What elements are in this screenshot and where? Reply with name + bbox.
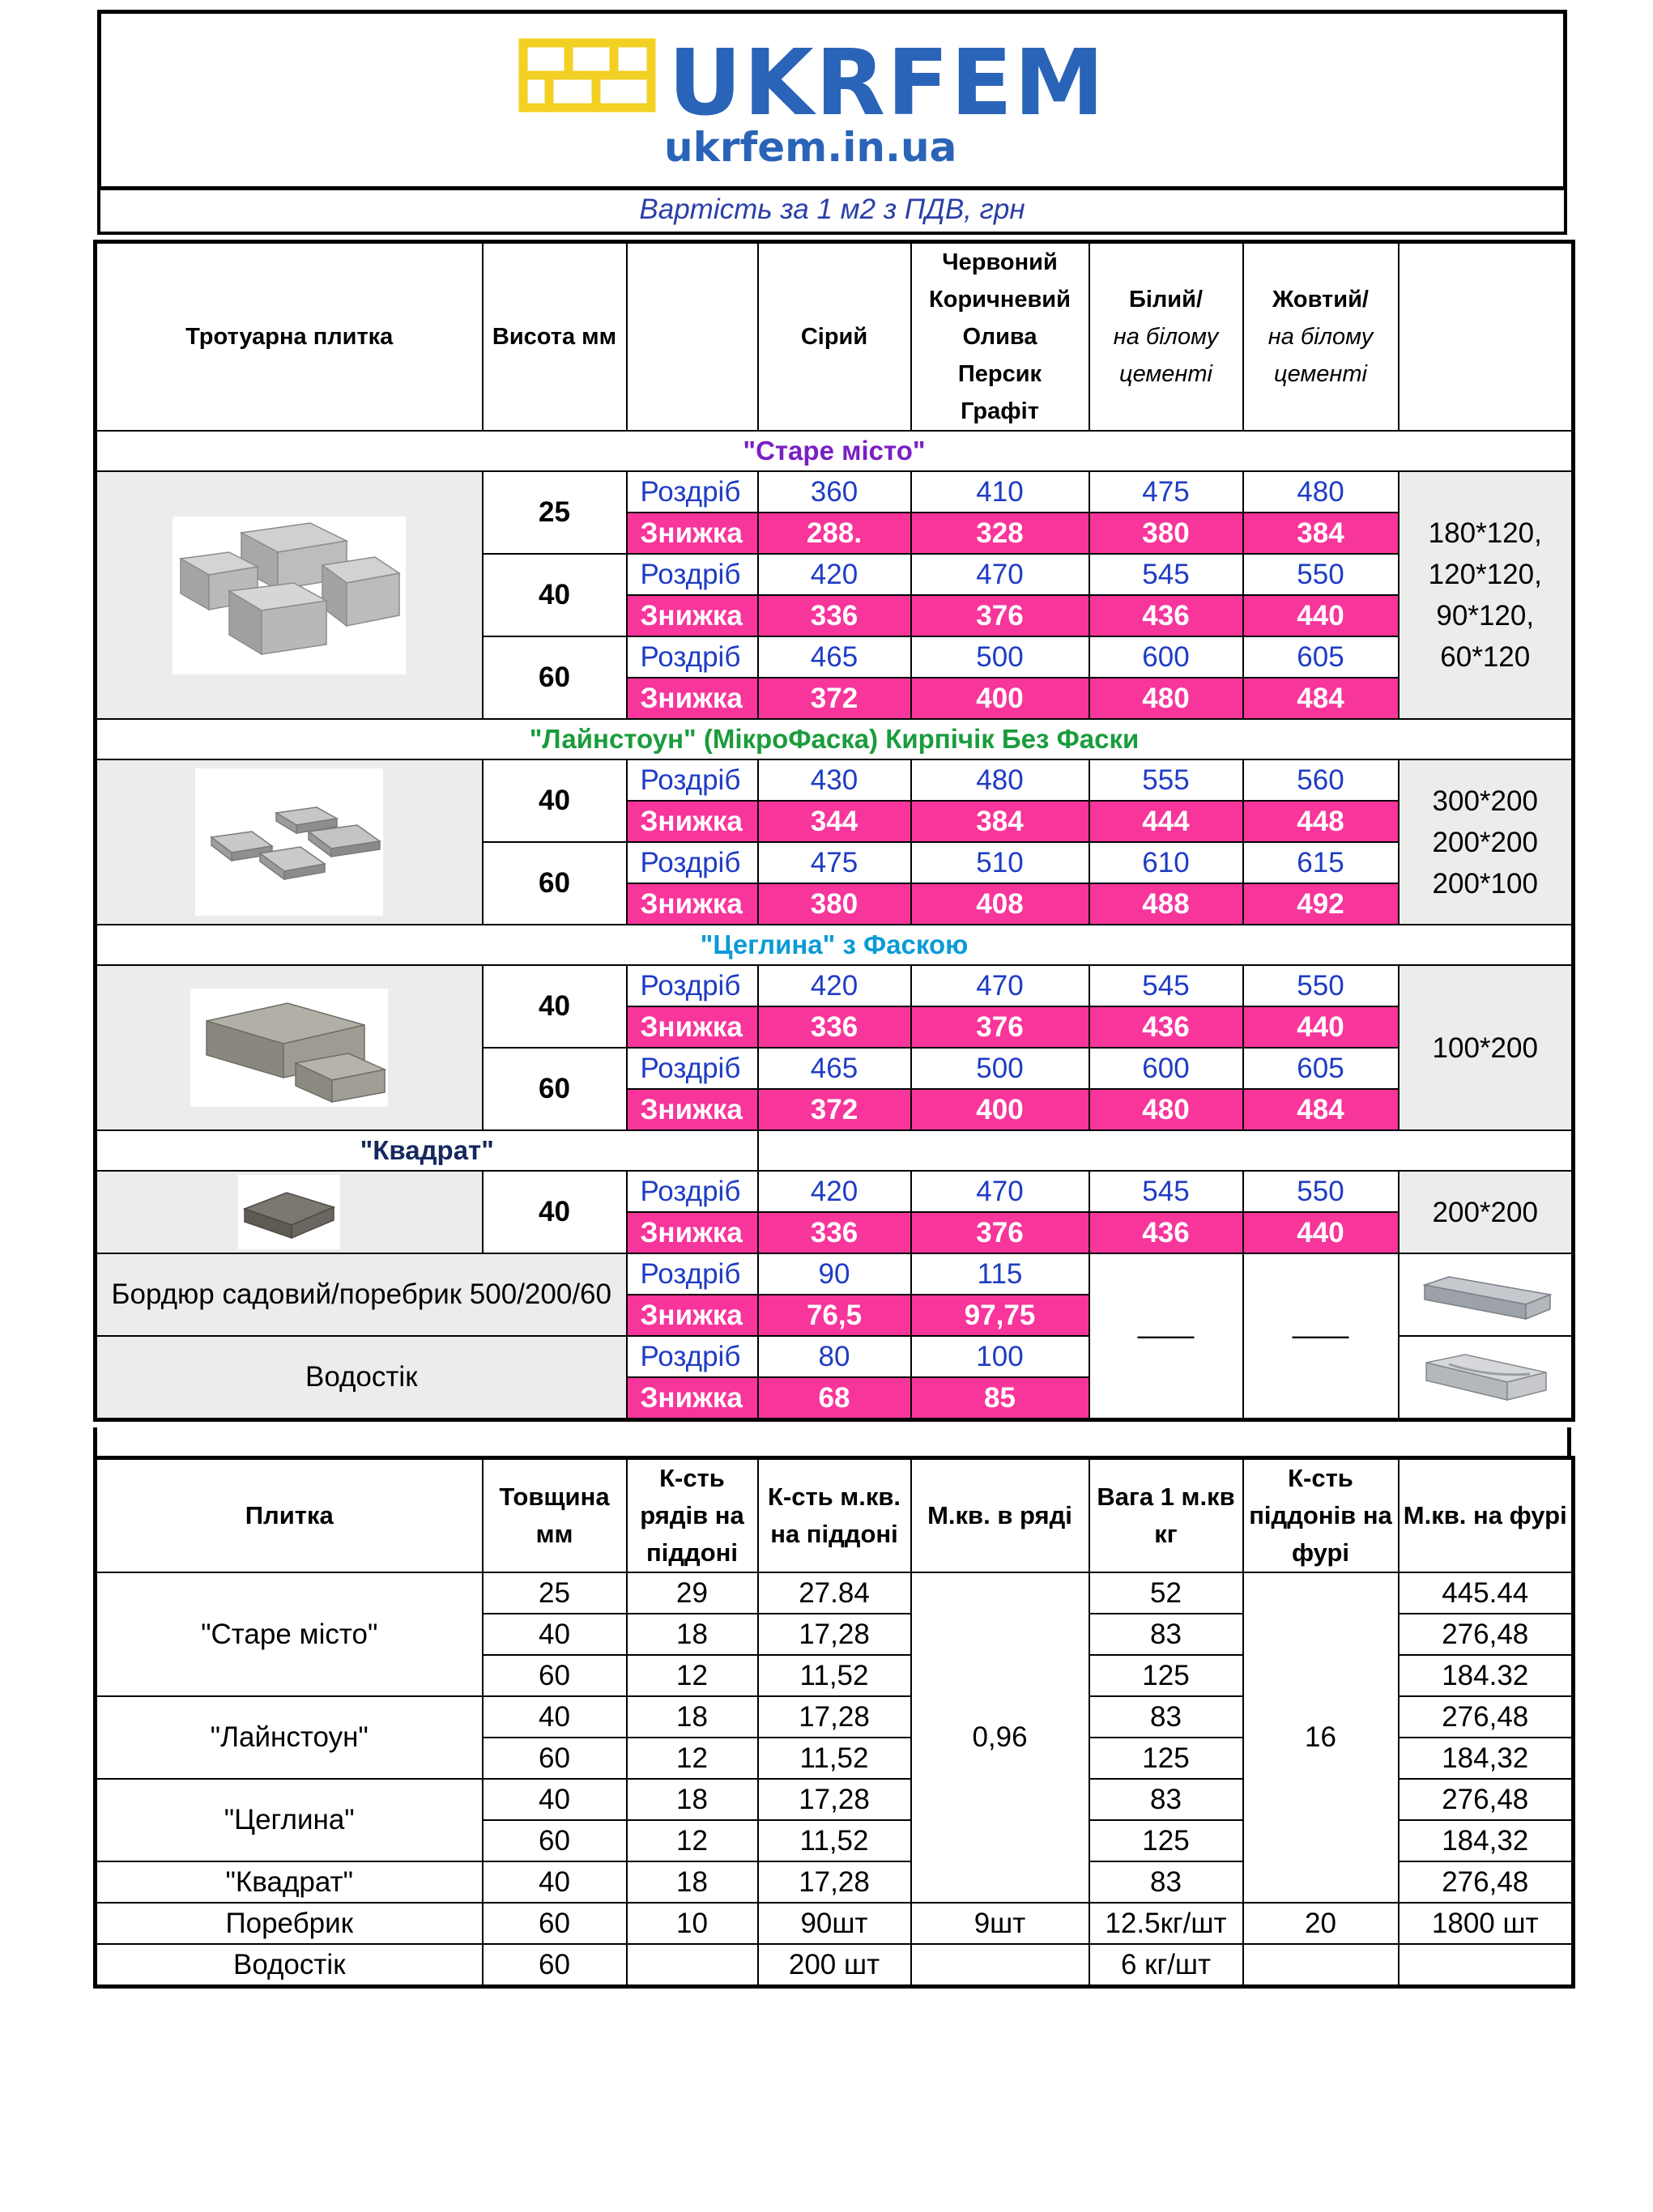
- cell-sqm-per-row: 0,96: [911, 1572, 1089, 1903]
- price-yellow-discount: 440: [1243, 1212, 1399, 1253]
- cell-thickness: 60: [483, 1903, 627, 1944]
- header-thickness: Товщина мм: [483, 1458, 627, 1573]
- price-white-discount: 488: [1089, 883, 1243, 925]
- site-url[interactable]: ukrfem.in.ua: [664, 124, 957, 171]
- price-colored-discount: 376: [911, 1006, 1089, 1048]
- cell-weight: 125: [1089, 1738, 1243, 1779]
- price-yellow-retail: 560: [1243, 759, 1399, 801]
- dash-yellow: ——: [1243, 1253, 1399, 1420]
- table-spacer: [93, 1427, 1571, 1460]
- retail-row: [96, 1171, 1574, 1212]
- tile-sizes: 100*200: [1399, 965, 1574, 1130]
- cell-thickness: 60: [483, 1944, 627, 1987]
- header-white: [1089, 242, 1243, 432]
- retail-label: Роздріб: [627, 636, 758, 678]
- cell-rows: 18: [627, 1696, 758, 1738]
- price-grey-discount: 372: [758, 678, 911, 719]
- price-white-retail: 545: [1089, 965, 1243, 1006]
- price-white-discount: 444: [1089, 801, 1243, 842]
- header-tile: Плитка: [96, 1458, 483, 1573]
- price-colored-discount: 400: [911, 678, 1089, 719]
- cell-sqm-truck: [1399, 1944, 1574, 1987]
- price-grey-discount: 336: [758, 1212, 911, 1253]
- cell-weight: 12.5кг/шт: [1089, 1903, 1243, 1944]
- cell-sqm-per-row: 9шт: [911, 1903, 1089, 1944]
- price-colored-discount: 376: [911, 1212, 1089, 1253]
- cell-sqm-pallet: 90шт: [758, 1903, 911, 1944]
- cell-rows: 12: [627, 1820, 758, 1861]
- price-white-retail: 475: [1089, 471, 1243, 513]
- cell-weight: 125: [1089, 1820, 1243, 1861]
- group-name: "Цеглина": [96, 1779, 483, 1861]
- price-yellow-discount: 492: [1243, 883, 1399, 925]
- brand-logo-text: UKRFEM: [668, 31, 1106, 136]
- header-grey: Сірий: [758, 242, 911, 432]
- price-grey-retail: 475: [758, 842, 911, 883]
- price-colored-retail: 510: [911, 842, 1089, 883]
- cell-sqm-pallet: 17,28: [758, 1861, 911, 1903]
- discount-label: Знижка: [627, 1295, 758, 1336]
- price-subtitle: Вартість за 1 м2 з ПДВ, грн: [97, 188, 1567, 235]
- extra-name: Водостік: [96, 1336, 627, 1420]
- price-grey-retail: 80: [758, 1336, 911, 1377]
- product-image: [1399, 1253, 1574, 1336]
- header-sqm-per-truck: М.кв. на фурі: [1399, 1458, 1574, 1573]
- table-row: [96, 1944, 1574, 1987]
- section-title: "Лайнстоун" (МікроФаска) Кирпічік Без Фаски: [96, 719, 1574, 759]
- price-colored-retail: 410: [911, 471, 1089, 513]
- header-tile: Тротуарна плитка: [96, 242, 483, 432]
- price-white-discount: 436: [1089, 595, 1243, 636]
- group-name: Водостік: [96, 1944, 483, 1987]
- retail-label: Роздріб: [627, 1171, 758, 1212]
- discount-label: Знижка: [627, 513, 758, 554]
- header-pallets-per-truck: К-сть піддонів на фурі: [1243, 1458, 1399, 1573]
- price-colored-discount: 384: [911, 801, 1089, 842]
- group-name: Поребрик: [96, 1903, 483, 1944]
- price-grey-discount: 380: [758, 883, 911, 925]
- price-grey-discount: 288.: [758, 513, 911, 554]
- cell-thickness: 40: [483, 1861, 627, 1903]
- height-value: 40: [483, 965, 627, 1048]
- cell-weight: 83: [1089, 1696, 1243, 1738]
- price-white-discount: 480: [1089, 1089, 1243, 1130]
- cell-sqm-pallet: 17,28: [758, 1696, 911, 1738]
- cell-rows: 18: [627, 1861, 758, 1903]
- cell-sqm-truck: 184,32: [1399, 1820, 1574, 1861]
- price-yellow-discount: 484: [1243, 678, 1399, 719]
- height-value: 60: [483, 1048, 627, 1130]
- cell-weight: 52: [1089, 1572, 1243, 1614]
- retail-label: Роздріб: [627, 1336, 758, 1377]
- header-box: [97, 10, 1567, 190]
- cell-rows: [627, 1944, 758, 1987]
- price-colored-retail: 470: [911, 554, 1089, 595]
- price-grey-retail: 90: [758, 1253, 911, 1295]
- price-table: [93, 240, 1575, 1422]
- price-white-retail: 600: [1089, 1048, 1243, 1089]
- header-sqm-per-row: М.кв. в ряді: [911, 1458, 1089, 1573]
- cell-sqm-per-row: [911, 1944, 1089, 1987]
- price-grey-retail: 360: [758, 471, 911, 513]
- dash-white: ——: [1089, 1253, 1243, 1420]
- tile-sizes: 180*120, 120*120, 90*120, 60*120: [1399, 471, 1574, 719]
- cell-sqm-truck: 276,48: [1399, 1779, 1574, 1820]
- price-white-retail: 545: [1089, 1171, 1243, 1212]
- group-name: "Квадрат": [96, 1861, 483, 1903]
- cell-weight: 83: [1089, 1861, 1243, 1903]
- price-grey-discount: 336: [758, 1006, 911, 1048]
- header-weight: Вага 1 м.кв кг: [1089, 1458, 1243, 1573]
- cell-pallets-per-truck: 16: [1243, 1572, 1399, 1903]
- brick-tiles-icon: [190, 989, 388, 1107]
- section-title-row: [96, 719, 1574, 759]
- retail-label: Роздріб: [627, 471, 758, 513]
- retail-row: [96, 471, 1574, 513]
- product-image: [96, 1171, 483, 1253]
- tile-sizes: 300*200 200*200 200*100: [1399, 759, 1574, 925]
- cell-sqm-pallet: 17,28: [758, 1779, 911, 1820]
- price-colored-retail: 500: [911, 636, 1089, 678]
- product-image: [96, 759, 483, 925]
- price-colored-retail: 100: [911, 1336, 1089, 1377]
- retail-label: Роздріб: [627, 759, 758, 801]
- price-white-discount: 380: [1089, 513, 1243, 554]
- colored-name: Персик: [957, 361, 1042, 387]
- cell-sqm-truck: 276,48: [1399, 1696, 1574, 1738]
- cell-rows: 29: [627, 1572, 758, 1614]
- extra-name: Бордюр садовий/поребрик 500/200/60: [96, 1253, 627, 1336]
- price-yellow-retail: 550: [1243, 554, 1399, 595]
- cell-rows: 12: [627, 1655, 758, 1696]
- header-colored: [911, 242, 1089, 432]
- price-yellow-retail: 550: [1243, 965, 1399, 1006]
- height-value: 60: [483, 842, 627, 925]
- logistics-table: [93, 1456, 1575, 1989]
- discount-label: Знижка: [627, 1377, 758, 1420]
- section-title-row: [96, 1130, 1574, 1171]
- cell-weight: 6 кг/шт: [1089, 1944, 1243, 1987]
- header-yellow: [1243, 242, 1399, 432]
- height-value: 60: [483, 636, 627, 719]
- height-value: 40: [483, 759, 627, 842]
- discount-label: Знижка: [627, 595, 758, 636]
- discount-label: Знижка: [627, 1089, 758, 1130]
- cell-pallets-per-truck: 20: [1243, 1903, 1399, 1944]
- cell-pallets-per-truck: [1243, 1944, 1399, 1987]
- price-yellow-discount: 448: [1243, 801, 1399, 842]
- cell-weight: 83: [1089, 1779, 1243, 1820]
- section-title: "Цеглина" з Фаскою: [96, 925, 1574, 965]
- price-white-discount: 436: [1089, 1006, 1243, 1048]
- table-row: [96, 1903, 1574, 1944]
- colored-name: Олива: [962, 324, 1037, 350]
- cell-rows: 18: [627, 1614, 758, 1655]
- curb-stone-icon: [1417, 1262, 1554, 1327]
- cell-sqm-pallet: 11,52: [758, 1655, 911, 1696]
- header-sqm-per-pallet: К-сть м.кв. на піддоні: [758, 1458, 911, 1573]
- colored-name: Графіт: [961, 398, 1039, 424]
- price-colored-retail: 470: [911, 965, 1089, 1006]
- header-height: Висота мм: [483, 242, 627, 432]
- height-value: 40: [483, 554, 627, 636]
- discount-label: Знижка: [627, 1006, 758, 1048]
- price-grey-discount: 372: [758, 1089, 911, 1130]
- section-title-blank: [758, 1130, 1574, 1171]
- retail-row: [96, 759, 1574, 801]
- logistics-header-row: [96, 1458, 1574, 1573]
- price-colored-discount: 408: [911, 883, 1089, 925]
- header-rows-per-pallet: К-сть рядів на піддоні: [627, 1458, 758, 1573]
- header-white-sub: на білому цементі: [1113, 324, 1219, 387]
- cell-sqm-truck: 184.32: [1399, 1655, 1574, 1696]
- price-grey-retail: 465: [758, 1048, 911, 1089]
- price-yellow-retail: 480: [1243, 471, 1399, 513]
- price-colored-discount: 85: [911, 1377, 1089, 1420]
- price-yellow-discount: 440: [1243, 595, 1399, 636]
- cell-weight: 125: [1089, 1655, 1243, 1696]
- price-colored-retail: 480: [911, 759, 1089, 801]
- price-white-discount: 480: [1089, 678, 1243, 719]
- price-yellow-retail: 615: [1243, 842, 1399, 883]
- discount-label: Знижка: [627, 883, 758, 925]
- cell-sqm-truck: 276,48: [1399, 1614, 1574, 1655]
- retail-row: [96, 1253, 1574, 1295]
- price-grey-discount: 76,5: [758, 1295, 911, 1336]
- section-title-row: [96, 925, 1574, 965]
- cell-sqm-pallet: 200 шт: [758, 1944, 911, 1987]
- price-colored-retail: 470: [911, 1171, 1089, 1212]
- price-colored-discount: 376: [911, 595, 1089, 636]
- old-town-tiles-icon: [173, 517, 406, 674]
- linestone-tiles-icon: [195, 768, 383, 916]
- price-white-discount: 436: [1089, 1212, 1243, 1253]
- cell-sqm-pallet: 27.84: [758, 1572, 911, 1614]
- price-yellow-retail: 605: [1243, 636, 1399, 678]
- price-white-retail: 555: [1089, 759, 1243, 801]
- price-colored-retail: 115: [911, 1253, 1089, 1295]
- product-image: [96, 471, 483, 719]
- discount-label: Знижка: [627, 1212, 758, 1253]
- cell-sqm-pallet: 11,52: [758, 1820, 911, 1861]
- cell-thickness: 25: [483, 1572, 627, 1614]
- price-white-retail: 610: [1089, 842, 1243, 883]
- cell-sqm-truck: 184,32: [1399, 1738, 1574, 1779]
- header-white-title: Білий/: [1128, 287, 1204, 313]
- cell-sqm-pallet: 11,52: [758, 1738, 911, 1779]
- price-colored-discount: 97,75: [911, 1295, 1089, 1336]
- product-image: [1399, 1336, 1574, 1420]
- cell-weight: 83: [1089, 1614, 1243, 1655]
- header-sizes: [1399, 242, 1574, 432]
- retail-row: [96, 965, 1574, 1006]
- retail-label: Роздріб: [627, 842, 758, 883]
- price-grey-retail: 420: [758, 1171, 911, 1212]
- discount-label: Знижка: [627, 801, 758, 842]
- table-row: [96, 1572, 1574, 1614]
- product-image: [96, 965, 483, 1130]
- cell-thickness: 40: [483, 1614, 627, 1655]
- cell-thickness: 40: [483, 1779, 627, 1820]
- price-grey-retail: 420: [758, 965, 911, 1006]
- cell-rows: 12: [627, 1738, 758, 1779]
- bricks-logo-icon: [518, 38, 656, 113]
- cell-thickness: 40: [483, 1696, 627, 1738]
- group-name: "Старе місто": [96, 1572, 483, 1696]
- price-white-retail: 545: [1089, 554, 1243, 595]
- cell-thickness: 60: [483, 1820, 627, 1861]
- cell-sqm-pallet: 17,28: [758, 1614, 911, 1655]
- price-colored-discount: 400: [911, 1089, 1089, 1130]
- square-tile-icon: [238, 1175, 340, 1249]
- cell-sqm-truck: 276,48: [1399, 1861, 1574, 1903]
- cell-rows: 10: [627, 1903, 758, 1944]
- discount-label: Знижка: [627, 678, 758, 719]
- retail-label: Роздріб: [627, 965, 758, 1006]
- price-yellow-discount: 440: [1243, 1006, 1399, 1048]
- cell-thickness: 60: [483, 1655, 627, 1696]
- header-blank: [627, 242, 758, 432]
- colored-name: Коричневий: [929, 287, 1071, 313]
- price-yellow-retail: 605: [1243, 1048, 1399, 1089]
- tile-sizes: 200*200: [1399, 1171, 1574, 1253]
- section-title-row: [96, 431, 1574, 471]
- header-yellow-title: Жовтий/: [1272, 287, 1369, 313]
- price-yellow-retail: 550: [1243, 1171, 1399, 1212]
- retail-label: Роздріб: [627, 1048, 758, 1089]
- price-header-row: [96, 242, 1574, 432]
- price-grey-discount: 336: [758, 595, 911, 636]
- retail-label: Роздріб: [627, 554, 758, 595]
- price-yellow-discount: 384: [1243, 513, 1399, 554]
- price-yellow-discount: 484: [1243, 1089, 1399, 1130]
- price-grey-retail: 465: [758, 636, 911, 678]
- height-value: 25: [483, 471, 627, 554]
- height-value: 40: [483, 1171, 627, 1253]
- cell-sqm-truck: 1800 шт: [1399, 1903, 1574, 1944]
- price-grey-retail: 420: [758, 554, 911, 595]
- price-colored-discount: 328: [911, 513, 1089, 554]
- price-white-retail: 600: [1089, 636, 1243, 678]
- price-colored-retail: 500: [911, 1048, 1089, 1089]
- cell-thickness: 60: [483, 1738, 627, 1779]
- colored-name: Червоний: [942, 249, 1058, 275]
- section-title: "Квадрат": [96, 1130, 758, 1171]
- cell-rows: 18: [627, 1779, 758, 1820]
- section-title: "Старе місто": [96, 431, 1574, 471]
- retail-label: Роздріб: [627, 1253, 758, 1295]
- group-name: "Лайнстоун": [96, 1696, 483, 1779]
- price-grey-retail: 430: [758, 759, 911, 801]
- cell-sqm-truck: 445.44: [1399, 1572, 1574, 1614]
- drain-gutter-icon: [1417, 1345, 1554, 1410]
- header-yellow-sub: на білому цементі: [1267, 324, 1374, 387]
- price-grey-discount: 344: [758, 801, 911, 842]
- price-grey-discount: 68: [758, 1377, 911, 1420]
